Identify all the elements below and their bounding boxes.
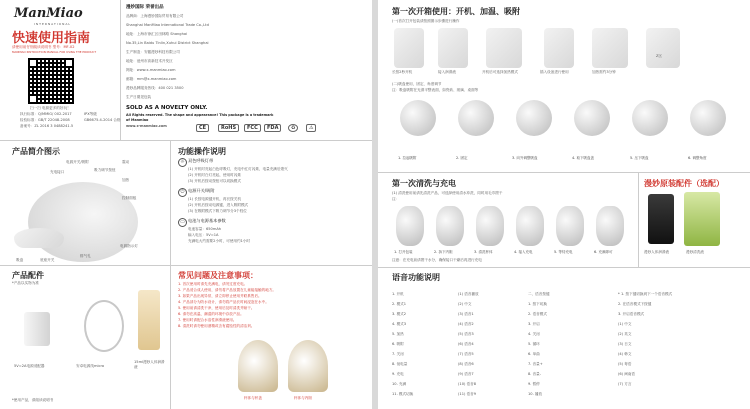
voice-line: (2) 中文 [458, 302, 472, 306]
suction-caption: 5. 压下吸盘 [630, 156, 649, 160]
clean-caption: 5. 等待充电 [554, 250, 573, 254]
company-line: 漫妙品牌服务热线：400 021 3500 [126, 86, 184, 90]
faq-item: 1. 首次使用时请先充满电，请勿过度充电。 [178, 282, 248, 286]
part-label: 电源开关/吸附 [66, 160, 89, 164]
recycle-icon: ♻ [288, 124, 298, 132]
voice-line: (4) 语音2 [458, 322, 474, 326]
voice-line: (9) 语音7 [458, 372, 474, 376]
cable-illustration [84, 300, 124, 352]
part-item: 5V=2A电源适配器 [14, 364, 45, 368]
voice-line: 4. 模式3 [392, 322, 407, 326]
faq-item: 2. 产品适合成人使用，请勿将产品放置在儿童能接触的地方。 [178, 288, 277, 292]
company-name: 漫妙国际 荣誉出品 [126, 5, 164, 10]
right-page [378, 0, 750, 409]
lube-illustration [138, 290, 160, 350]
voice-title: 语音功能说明 [392, 273, 440, 282]
voice-line: 6. 单曲 [528, 352, 540, 356]
company-line: 生产制造：安徽漫妙科技有限公司 [126, 50, 180, 54]
suction-step-image [690, 100, 726, 136]
suction-caption: 4. 取下吸盘盖 [572, 156, 594, 160]
step1-title: 第一次开箱使用：开机、加温、吸附 [392, 7, 520, 16]
voice-line: (6) 语音4 [458, 342, 474, 346]
faq-title: 常见问题及注意事项： [178, 271, 258, 280]
step-caption: 长按2秒开机 [392, 70, 413, 74]
suction-caption: 6. 调整角度 [688, 156, 707, 160]
voice-line: 10. 充满 [392, 382, 407, 386]
voice-line: (2) 英文 [618, 332, 632, 336]
voice-line: 二、语音按键 [528, 292, 550, 296]
function-title: 功能操作说明 [178, 147, 226, 156]
scan-text: 扫一扫 电源更多的好玩！ [30, 106, 71, 110]
clean-step-image [596, 206, 624, 246]
voice-line: (5) 粤语 [618, 362, 632, 366]
faq-item: 3. 如果产品出现异常，请立即停止使用并联系售后。 [178, 294, 262, 298]
accessory-item: 漫妙人体润滑液 [644, 250, 670, 254]
function-heading: 电源开关/吸附 [188, 188, 215, 193]
parts-title: 产品配件 [12, 271, 44, 280]
step-image [394, 28, 424, 68]
voice-line: (3) 语音1 [458, 312, 474, 316]
warning-icon: ⚠ [306, 124, 316, 132]
voice-line: (7) 方言 [618, 382, 632, 386]
guide-title: 快速使用指南 [12, 31, 91, 46]
part-label: 控制面板 [122, 196, 137, 200]
voice-line: 6. 吸附 [392, 342, 404, 346]
standard-right: GB6675.4-2014 合格 [84, 118, 121, 122]
clean-caption: 6. 充满即可 [594, 250, 613, 254]
voice-line: (7) 语音5 [458, 352, 474, 356]
voice-line: 1. 开机 [392, 292, 404, 296]
clean-step-image [516, 206, 544, 246]
part-label: 电源指示灯 [120, 244, 138, 248]
clean-caption: 2. 拆下内胆 [434, 250, 453, 254]
faq-item: 8. 清洗时请勿使用酒精或含有腐蚀性的清洁剂。 [178, 324, 255, 328]
faq-item: 6. 请勿在高温、潮湿的环境中存放产品。 [178, 312, 244, 316]
clean-step-image [556, 206, 584, 246]
light-icon: ☼ [178, 158, 187, 167]
part-label: 震动 [122, 160, 130, 164]
left-page [0, 0, 372, 409]
voice-line: (3) 日文 [618, 342, 632, 346]
standard-right: IPX等级 [84, 112, 97, 116]
fda-icon: FDA [264, 124, 281, 132]
adapter-illustration [24, 312, 50, 346]
function-line: (3) 在吸附模式下吸力调节分3个档位 [188, 209, 247, 213]
company-line: 地址：上海市徐汇区田林路 Shanghai [126, 32, 188, 36]
accessories-title: 漫妙原装配件（选配） [644, 179, 724, 188]
fcc-icon: FCC [244, 124, 261, 132]
voice-line: 5. 加热 [392, 332, 404, 336]
voice-line: 3. 开启语音模式 [618, 312, 645, 316]
part-item: 安卓电源线micro [76, 364, 105, 368]
function-line: (2) 开机时白灯亮起，使用时闪烁 [188, 173, 241, 177]
voice-line: (11) 语音9 [458, 392, 476, 396]
clean-caption: 1. 打开包装 [394, 250, 413, 254]
part-label: 吸盘 [16, 258, 24, 262]
step-caption: 插入设备进行使用 [540, 70, 569, 74]
step-caption: 接入润滑液 [438, 70, 456, 74]
suction-caption: 1. 拉起吸附 [398, 156, 417, 160]
brand-logo-sub: INTERNATIONAL [34, 22, 72, 26]
parts-footer: *使用产品，请阅读说明书 [12, 398, 54, 402]
brand-logo: ManMiao [14, 6, 83, 21]
suction-step-image [400, 100, 436, 136]
ce-icon: CE [196, 124, 209, 132]
step2-title: 第一次清洗与充电 [392, 179, 456, 188]
accessory-item: 漫妙清洗液 [686, 250, 704, 254]
step2-footer: 注意：在充电前请擦干水分，确保接口干燥后再进行充电 [392, 258, 482, 262]
function-line: 充满电大约需要2小时，可使用约1小时 [188, 239, 251, 243]
voice-line: 3. 开启 [528, 322, 540, 326]
suction-base-illustration [14, 228, 64, 248]
suction-step-image [632, 100, 668, 136]
suction-caption: 2. 固定 [456, 156, 468, 160]
standard-line: 检验标准：GB/T 22048-2008 [20, 118, 70, 122]
voice-line: 2. 模式1 [392, 302, 407, 306]
step-image [646, 28, 680, 68]
function-line: (2) 开机后按动电源键，进入吸附模式 [188, 203, 249, 207]
power-icon: ⏻ [178, 188, 187, 197]
company-line: 品牌商：上海漫妙国际贸易有限公司 [126, 14, 184, 18]
step-image [438, 28, 468, 68]
part-label: 充电接口 [50, 170, 65, 174]
voice-line: (1) 中文 [618, 322, 632, 326]
part-label: 排气孔 [80, 254, 91, 258]
step-image [592, 28, 628, 68]
clean-caption: 3. 清洗杯体 [474, 250, 493, 254]
step1-subtitle: (一)首次打开包装请按照图示步骤进行操作 [392, 19, 460, 23]
lube-bottle-illustration [648, 194, 674, 244]
clean-step-image [436, 206, 464, 246]
rohs-icon: RoHS [218, 124, 239, 132]
function-line: (3) 开机后按动按钮可以切换模式 [188, 179, 241, 183]
step2-note: 注： [392, 197, 400, 201]
part-item: 15ml漫妙人体润滑液 [134, 360, 165, 369]
voice-line: (10) 语音8 [458, 382, 476, 386]
step-caption: 开机后可选择加热模式 [482, 70, 518, 74]
step1-subtitle2: (二)吸盘使用，固定、角度调节 [392, 82, 442, 86]
step-caption: Z区 [656, 54, 663, 58]
company-line: 网址：www.x-manmiao.com [126, 68, 176, 72]
company-line: Shanghai ManMiao International Trade Co.,Ltd [126, 23, 209, 27]
voice-line: (5) 语音3 [458, 332, 474, 336]
faq-item: 5. 使用前请清洗干净，使用后及时清洗并晾干。 [178, 306, 255, 310]
qr-marker [64, 58, 74, 68]
voice-line: * 1. 按下键切换到下一个语音模式 [618, 292, 673, 296]
voice-line: 1. 按下切换 [528, 302, 547, 306]
qr-marker [28, 58, 38, 68]
voice-line: 3. 模式2 [392, 312, 407, 316]
function-line: 输入电压：5V=1A [188, 233, 219, 237]
voice-line: 8. 低电量 [392, 362, 408, 366]
faq-item: 7. 使用时请配合水溶性润滑液使用。 [178, 318, 237, 322]
step-caption: 加热需约3分钟 [592, 70, 616, 74]
step2-subtitle: (1) 清洗使用前请先清洗产品，可选择使用清水冲洗，同时用毛巾擦干 [392, 191, 503, 195]
company-url: www.x-manmiao.com [126, 124, 167, 128]
company-info [126, 14, 209, 104]
part-label: 加热 [122, 178, 130, 182]
voice-line: 9. 暂停 [528, 382, 540, 386]
step-image [486, 28, 522, 68]
voice-line: 2. 语音模式 [528, 312, 547, 316]
clean-step-image [476, 206, 504, 246]
voice-line: (8) 语音6 [458, 362, 474, 366]
voice-line: 10. 播放 [528, 392, 543, 396]
company-line: 地址：池州市高新技术开发区 [126, 59, 173, 63]
function-line: 电池容量：650mAh [188, 227, 222, 231]
suction-caption: 3. 向外调整吸盘 [512, 156, 538, 160]
clean-step-image [396, 206, 424, 246]
voice-line: 9. 充电 [392, 372, 404, 376]
function-heading: 双色呼吸灯带 [188, 158, 214, 163]
step1-note: 注：吸盘吸附在光滑平整表面，如瓷砖、玻璃、桌面等 [392, 88, 479, 92]
function-heading: 电池与电源基本参数 [188, 218, 226, 223]
voice-line: (4) 韩文 [618, 352, 632, 356]
suction-step-image [458, 100, 494, 136]
faq-item: 4. 产品部分为防水设计，请勿将产品长时间浸泡在水中。 [178, 300, 269, 304]
parts-note: *产品以实物为准 [12, 281, 39, 285]
company-line: 邮箱：mm@x-manmiao.com [126, 77, 177, 81]
voice-line: 4. 关闭 [528, 332, 540, 336]
cup-cover-illustration [238, 340, 278, 392]
cleaner-illustration [684, 192, 720, 246]
voice-line: 7. 音量+ [528, 362, 543, 366]
qr-marker [28, 94, 38, 104]
cup-liner-illustration [288, 340, 328, 392]
faq-image-label: 杯体与内胆 [294, 396, 312, 400]
voice-line: (1) 语音播放 [458, 292, 479, 296]
voice-line: 5. 循环 [528, 342, 540, 346]
product-illustration [28, 182, 138, 262]
company-line: 生产日期见包装 [126, 95, 152, 99]
company-line: No.35,Lin Baidu Tinlin,Xuhui District Shanghai [126, 41, 209, 45]
suction-step-image [516, 100, 552, 136]
suction-step-image [574, 100, 610, 136]
product-intro-title: 产品简介图示 [12, 147, 60, 156]
part-label: 吸力调节按钮 [94, 168, 116, 172]
guide-subtitle: 请使用前仔细阅读说明书 型号：MF-02 [12, 45, 75, 49]
standard-line: 执行标准：Q/MMIG/ 002-2017 [20, 112, 72, 116]
novelty-notice: SOLD AS A NOVELTY ONLY. [126, 105, 208, 111]
guide-subtitle-en: MANMIAO INSTRUCTION MANUAL FOR USING THE PRODUCT [12, 50, 97, 54]
voice-line: 11. 模式切换 [392, 392, 414, 396]
faq-image-label: 杯体与杯盖 [244, 396, 262, 400]
part-label: 底座开关 [40, 258, 55, 262]
rights-notice: All Rights reserved. The shape and appearance! This package is a trademark of Manmiao [126, 113, 274, 122]
battery-icon: ▭ [178, 218, 187, 227]
step-image [544, 28, 574, 68]
standard-line: 备案号：ZL 2016 3 0488241.5 [20, 124, 74, 128]
clean-caption: 4. 接入充电 [514, 250, 533, 254]
voice-line: 7. 关闭 [392, 352, 404, 356]
voice-line: (6) 闽南语 [618, 372, 636, 376]
function-line: (1) 开机时亮起白色呼吸灯，充电中红灯闪烁，电量充满后熄灭 [188, 167, 288, 171]
voice-line: 8. 音量- [528, 372, 542, 376]
function-line: (1) 长按电源键开机，再长按关机 [188, 197, 241, 201]
voice-line: 2. 在语音模式下按键 [618, 302, 652, 306]
